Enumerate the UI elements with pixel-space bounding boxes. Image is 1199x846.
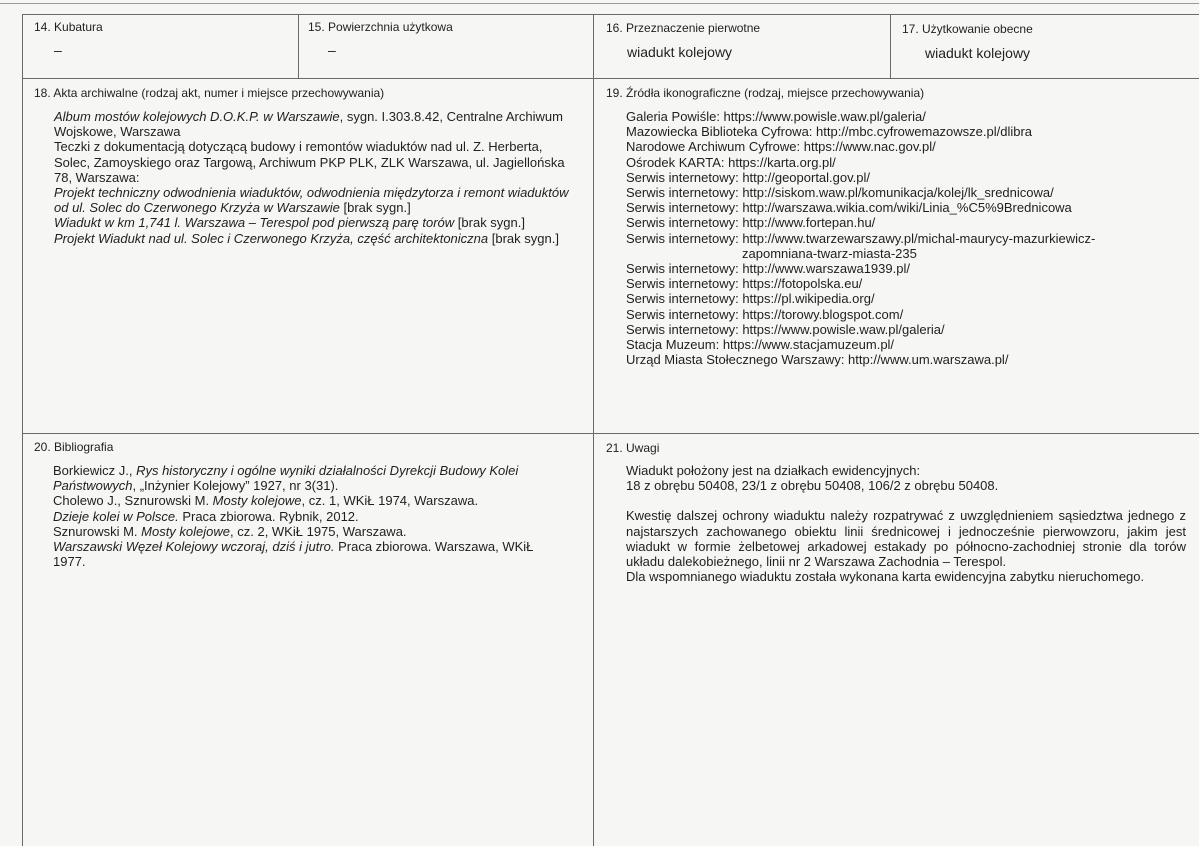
field-17-label: 17. Użytkowanie obecne — [902, 22, 1033, 36]
source-line: Narodowe Archiwum Cyfrowe: https://www.nac.gov.pl/ — [626, 139, 936, 155]
bibliography-details: Praca zbiorowa. Rybnik, 2012. — [178, 508, 359, 524]
field-20-label: 20. Bibliografia — [34, 440, 114, 454]
note-protection: Kwestię dalszej ochrony wiaduktu należy rozpatrywać z uwzględnieniem sąsiedztwa jednego z najstarszych zachowanego obiektu linii średnicowej i jednocześnie pierwowzoru, jakim jest wiadukt w formie żelbetowej arkadowej estakady po północno-zachodniej stronie dla torów układu dalekobieżnego, linii nr 2 Warszawa Zachodnia – Terespol. — [626, 508, 1186, 570]
archive-details: Teczki z dokumentacją dotyczącą budowy i remontów wiaduktów nad ul. Z. Herberta, Solec, Zamoyskiego oraz Targową, Archiwum PKP PLK, ZLK Warszawa, ul. Jagiellońska 78, Warszawa: — [54, 139, 565, 185]
bibliography-entry — [53, 463, 581, 493]
source-line: Galeria Powiśle: https://www.powisle.waw.pl/galeria/ — [626, 109, 926, 124]
source-line: Serwis internetowy: http://www.warszawa1939.pl/ — [626, 261, 910, 277]
field-16-przeznaczenie — [593, 14, 890, 78]
bibliography-title: Mosty kolejowe — [212, 493, 302, 509]
source-line: Serwis internetowy: http://www.twarzewarszawy.pl/michal-maurycy-mazurkiewicz- — [626, 230, 1096, 246]
bibliography-details: , cz. 1, WKiŁ 1974, Warszawa. — [301, 493, 479, 509]
archive-title: Projekt techniczny odwodnienia wiaduktów, odwodnienia międzytorza i remont wiaduktów od ul. Solec do Czerwonego Krzyża w Warszawie — [54, 185, 569, 216]
field-19-zrodla — [593, 78, 1199, 433]
archive-details: , sygn. I.303.8.42, Centralne Archiwum Wojskowe, Warszawa — [54, 109, 563, 140]
bibliography-title: Dzieje kolei w Polsce. — [53, 508, 179, 524]
field-15-label: 15. Powierzchnia użytkowa — [308, 20, 453, 34]
source-line: Ośrodek KARTA: https://karta.org.pl/ — [626, 154, 836, 170]
field-14-label: 14. Kubatura — [34, 20, 103, 34]
source-line: Urząd Miasta Stołecznego Warszawy: http://www.um.warszawa.pl/ — [626, 352, 1009, 368]
archive-entry — [54, 109, 582, 139]
field-14-kubatura — [22, 14, 298, 78]
archive-title: Wiadukt w km 1,741 l. Warszawa – Terespol pod pierwszą parę torów — [54, 215, 455, 231]
field-14-value: – — [54, 42, 62, 58]
bibliography-details: , cz. 2, WKiŁ 1975, Warszawa. — [230, 523, 407, 539]
bibliography-entry — [53, 493, 581, 508]
source-line: Serwis internetowy: http://www.fortepan.hu/ — [626, 215, 876, 231]
bibliography-entry — [53, 539, 581, 569]
field-19-label: 19. Źródła ikonograficzne (rodzaj, miejsce przechowywania) — [606, 86, 925, 100]
source-line-continued: zapomniana-twarz-miasta-235 — [742, 245, 917, 261]
field-18-akta — [22, 78, 593, 433]
field-15-value: – — [328, 42, 336, 58]
field-21-uwagi — [593, 433, 1199, 846]
top-rule — [0, 3, 1199, 4]
source-line: Mazowiecka Biblioteka Cyfrowa: http://mbc.cyfrowemazowsze.pl/dlibra — [626, 124, 1033, 140]
source-line: Serwis internetowy: https://fotopolska.eu/ — [626, 276, 863, 292]
source-line: Serwis internetowy: http://siskom.waw.pl/komunikacja/kolej/lk_srednicowa/ — [626, 185, 1054, 201]
paragraph-gap — [626, 493, 1186, 508]
archive-title: Projekt Wiadukt nad ul. Solec i Czerwonego Krzyża, część architektoniczna — [54, 230, 489, 246]
field-16-value: wiadukt kolejowy — [627, 44, 733, 60]
source-line: Serwis internetowy: http://warszawa.wikia.com/wiki/Linia_%C5%9Brednicowa — [626, 200, 1072, 216]
archive-entry — [54, 215, 582, 230]
bibliography-details: , „Inżynier Kolejowy” 1927, nr 3(31). — [132, 478, 339, 494]
archive-entry — [54, 139, 582, 185]
note-plots-list: 18 z obrębu 50408, 23/1 z obrębu 50408, 106/2 z obrębu 50408. — [626, 478, 999, 494]
archive-details: [brak sygn.] — [454, 215, 525, 231]
source-line: Serwis internetowy: https://www.powisle.waw.pl/galeria/ — [626, 321, 945, 337]
bibliography-author: Borkiewicz J., — [53, 463, 137, 478]
field-20-entries — [53, 463, 581, 569]
archive-details: [brak sygn.] — [488, 230, 559, 246]
archive-title: Album mostów kolejowych D.O.K.P. w Warszawie — [54, 109, 340, 124]
field-18-entries — [54, 109, 582, 246]
archive-details: [brak sygn.] — [339, 200, 411, 216]
field-18-label: 18. Akta archiwalne (rodzaj akt, numer i miejsce przechowywania) — [34, 86, 385, 100]
field-17-uzytkowanie — [890, 14, 1199, 78]
field-21-label: 21. Uwagi — [606, 441, 660, 455]
bibliography-author: Cholewo J., Sznurowski M. — [53, 493, 213, 509]
bibliography-entry — [53, 524, 581, 539]
bibliography-entry — [53, 509, 581, 524]
bibliography-author: Sznurowski M. — [53, 523, 142, 539]
source-line: Serwis internetowy: http://geoportal.gov.pl/ — [626, 169, 870, 185]
source-line: Serwis internetowy: https://pl.wikipedia.org/ — [626, 291, 875, 307]
note-plots-intro: Wiadukt położony jest na działkach ewidencyjnych: — [626, 463, 921, 478]
bibliography-details: Praca zbiorowa. Warszawa, WKiŁ 1977. — [53, 539, 534, 570]
field-15-powierzchnia — [298, 14, 593, 78]
archive-entry — [54, 231, 582, 246]
field-17-value: wiadukt kolejowy — [925, 45, 1031, 61]
bibliography-title: Rys historyczny i ogólne wyniki działalności Dyrekcji Budowy Kolei Państwowych — [53, 463, 519, 494]
field-16-label: 16. Przeznaczenie pierwotne — [606, 21, 761, 35]
bibliography-title: Warszawski Węzeł Kolejowy wczoraj, dziś i jutro. — [53, 539, 335, 555]
field-21-notes — [626, 463, 1186, 584]
note-registry-card: Dla wspomnianego wiaduktu została wykonana karta ewidencyjna zabytku nieruchomego. — [626, 569, 1145, 585]
source-line: Stacja Muzeum: https://www.stacjamuzeum.pl/ — [626, 337, 895, 353]
source-line: Serwis internetowy: https://torowy.blogspot.com/ — [626, 306, 904, 322]
bibliography-title: Mosty kolejowe — [141, 523, 231, 539]
field-19-lines — [626, 109, 1186, 367]
archive-entry — [54, 185, 582, 215]
field-20-bibliografia — [22, 433, 593, 846]
